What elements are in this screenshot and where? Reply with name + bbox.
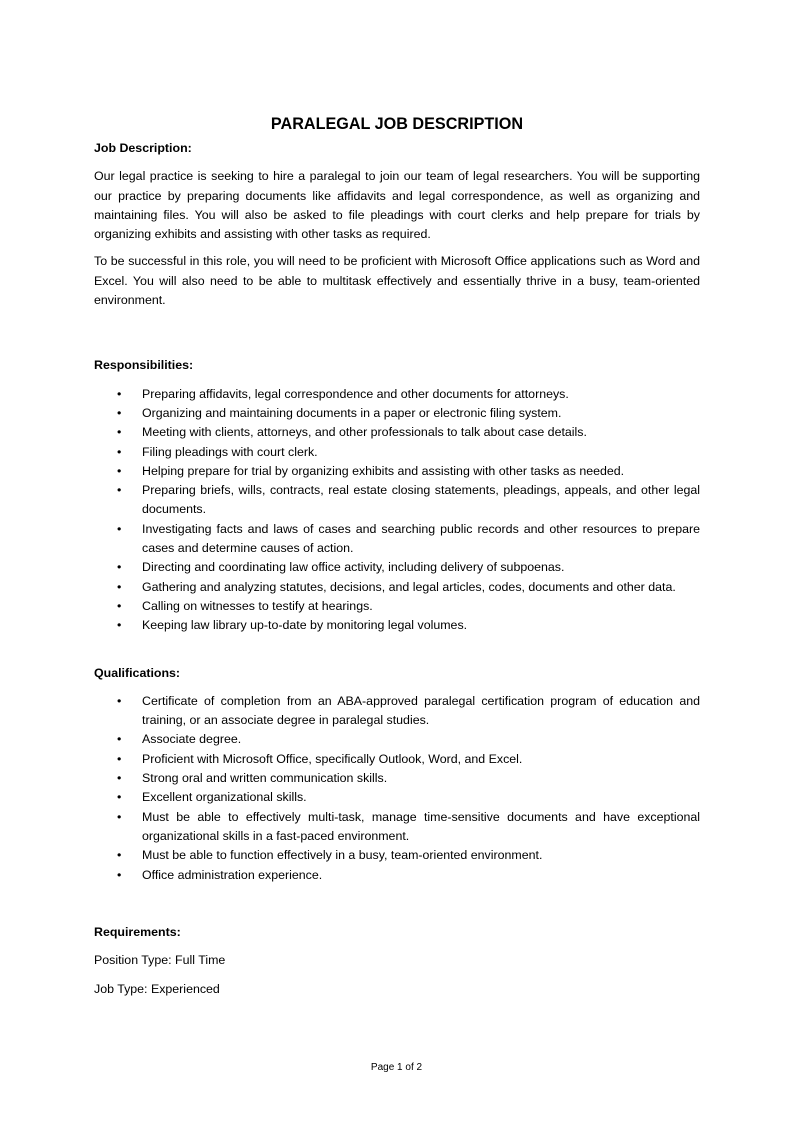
list-item: • Investigating facts and laws of cases and searching public records and other resources to prepare cases and determine causes of action. xyxy=(117,521,700,556)
list-item: • Filing pleadings with court clerk. xyxy=(94,443,700,462)
bullet-icon: • xyxy=(117,732,122,747)
list-item: • Strong oral and written communication skills. xyxy=(94,769,700,788)
bullet-icon: • xyxy=(117,483,122,498)
list-item: • Calling on witnesses to testify at hearings. xyxy=(94,597,700,616)
bullet-icon: • xyxy=(117,598,122,613)
job-type: Job Type: Experienced xyxy=(94,982,220,997)
list-item: • Helping prepare for trial by organizing exhibits and assisting with other tasks as needed. xyxy=(94,462,700,481)
list-item: • Meeting with clients, attorneys, and other professionals to talk about case details. xyxy=(94,423,700,442)
document-page xyxy=(94,113,700,1010)
bullet-icon: • xyxy=(117,425,122,440)
job-description-paragraph: Our legal practice is seeking to hire a paralegal to join our team of legal researchers. You will be supporting our practice by preparing documents like affidavits and legal correspondence, as well as organizing and maintaining files. You will also be asked to file pleadings with court clerks and help prepare for trials by organizing exhibits and assisting with other tasks as required. xyxy=(94,169,700,242)
list-item: • Keeping law library up-to-date by monitoring legal volumes. xyxy=(94,616,700,635)
list-item: • Preparing affidavits, legal correspondence and other documents for attorneys. xyxy=(94,385,700,404)
bullet-icon: • xyxy=(117,751,122,766)
job-description-paragraph: To be successful in this role, you will need to be proficient with Microsoft Office applications such as Word and Excel. You will also need to be able to multitask effectively and essentially thrive in a busy, team-oriented environment. xyxy=(94,254,700,308)
position-type: Position Type: Full Time xyxy=(94,953,226,968)
responsibilities-list xyxy=(94,385,700,636)
qualifications-list xyxy=(94,692,700,885)
page-number: Page 1 of 2 xyxy=(370,1062,423,1073)
list-item: • Organizing and maintaining documents in a paper or electronic filing system. xyxy=(94,404,700,423)
bullet-icon: • xyxy=(117,790,122,805)
list-item: • Directing and coordinating law office activity, including delivery of subpoenas. xyxy=(94,558,700,577)
list-item: • Proficient with Microsoft Office, specifically Outlook, Word, and Excel. xyxy=(94,750,700,769)
bullet-icon: • xyxy=(117,386,122,401)
bullet-icon: • xyxy=(117,771,122,786)
list-item: • Must be able to function effectively in a busy, team-oriented environment. xyxy=(94,846,700,865)
bullet-icon: • xyxy=(117,560,122,575)
bullet-icon: • xyxy=(117,444,122,459)
job-description-heading: Job Description: xyxy=(94,141,192,155)
bullet-icon: • xyxy=(117,579,122,594)
qualifications-heading: Qualifications: xyxy=(94,665,181,680)
list-item: • Excellent organizational skills. xyxy=(94,788,700,807)
responsibilities-heading: Responsibilities: xyxy=(94,358,194,373)
bullet-icon: • xyxy=(117,867,122,882)
bullet-icon: • xyxy=(117,809,122,824)
list-item: • Office administration experience. xyxy=(94,866,700,885)
requirements-heading: Requirements: xyxy=(94,924,181,939)
bullet-icon: • xyxy=(117,848,122,863)
list-item: • Associate degree. xyxy=(94,730,700,749)
document-title: PARALEGAL JOB DESCRIPTION xyxy=(270,115,524,133)
bullet-icon: • xyxy=(117,618,122,633)
bullet-icon: • xyxy=(117,405,122,420)
bullet-icon: • xyxy=(117,693,122,708)
bullet-icon: • xyxy=(117,463,122,478)
list-item: • Must be able to effectively multi-task, manage time-sensitive documents and have exceptional organizational skills in a fast-paced environment. xyxy=(117,809,700,843)
list-item: • Certificate of completion from an ABA-approved paralegal certification program of education and training, or an associate degree in paralegal studies. xyxy=(117,693,700,728)
bullet-icon: • xyxy=(117,521,122,536)
list-item: • Preparing briefs, wills, contracts, real estate closing statements, pleadings, appeals, and other legal documents. xyxy=(117,483,700,517)
list-item: • Gathering and analyzing statutes, decisions, and legal articles, codes, documents and other data. xyxy=(94,578,700,597)
